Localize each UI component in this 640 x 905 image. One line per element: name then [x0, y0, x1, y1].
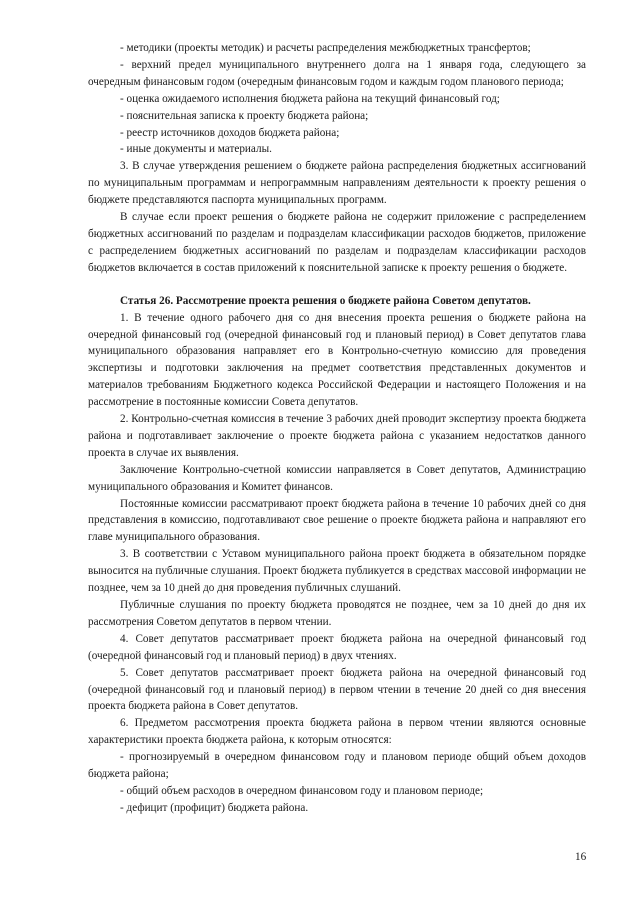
list-item: - оценка ожидаемого исполнения бюджета района на текущий финансовый год; — [120, 92, 500, 105]
list-item: - прогнозируемый в очередном финансовом году и плановом периоде общий объем доходов бюджета района; — [88, 751, 586, 781]
paragraph: 6. Предметом рассмотрения проекта бюджета района в первом чтении являются основные характеристики проекта бюджета района, к которым относятся: — [88, 717, 586, 747]
paragraph: Заключение Контрольно-счетной комиссии направляется в Совет депутатов, Администрацию муниципального образования и Комитет финансов. — [88, 463, 586, 493]
list-item: - пояснительная записка к проекту бюджета района; — [120, 109, 369, 122]
list-item: - иные документы и материалы. — [120, 143, 272, 156]
paragraph: 3. В случае утверждения решением о бюджете района распределения бюджетных ассигнований по муниципальным программам и непрограммным направлениям деятельности к проекту решения о бюджете представляются паспорта муниципальных программ. — [88, 160, 586, 207]
section-gap — [88, 277, 586, 293]
paragraph: 1. В течение одного рабочего дня со дня внесения проекта решения о бюджете района на очередной финансовый год (очередной финансовый год и плановый период) в Совет депутатов глава муниципального образования направляет его в Контрольно-счетную комиссию для проведения экспертизы и подготовки заключения на предмет соответствия представленных документов и материалов требованиям Бюджетного кодекса Российской Федерации и настоящего Положения и на рассмотрение в постоянные комиссии Совета депутатов. — [88, 311, 586, 409]
paragraph: Постоянные комиссии рассматривают проект бюджета района в течение 10 рабочих дней со дня представления в комиссию, подготавливают свое решение о проекте бюджета района и направляют его главе муниципального образования. — [88, 497, 586, 544]
list-item: - реестр источников доходов бюджета района; — [120, 126, 340, 139]
document-page — [88, 40, 586, 817]
list-item: - дефицит (профицит) бюджета района. — [120, 801, 309, 814]
list-item: - методики (проекты методик) и расчеты распределения межбюджетных трансфертов; — [120, 42, 531, 54]
paragraph: 5. Совет депутатов рассматривает проект бюджета района на очередной финансовый год (очередной финансовый год и плановый период) в первом чтении в течение 20 дней со дня внесения проекта бюджета района в Совет депутатов. — [88, 666, 586, 713]
paragraph: Публичные слушания по проекту бюджета проводятся не позднее, чем за 10 дней до дня их рассмотрения Советом депутатов в первом чтении. — [88, 599, 586, 628]
paragraph: В случае если проект решения о бюджете района не содержит приложение с распределением бюджетных ассигнований по разделам и подразделам классификации расходов бюджетов, приложение с распределением бюджетных ассигнований по разделам и подразделам классификации расходов бюджетов включается в состав приложений к пояснительной записке к проекту решения о бюджете. — [88, 211, 586, 274]
article-heading: Статья 26. Рассмотрение проекта решения о бюджете района Советом депутатов. — [120, 294, 531, 307]
paragraph: 4. Совет депутатов рассматривает проект бюджета района на очередной финансовый год (очередной финансовый год и плановый период) в двух чтениях. — [88, 632, 586, 662]
list-item: - верхний предел муниципального внутреннего долга на 1 января года, следующего за очередным финансовым годом (очередным финансовым годом и каждым годом планового периода; — [88, 58, 586, 88]
page-number: 16 — [575, 851, 587, 863]
paragraph: 3. В соответствии с Уставом муниципального района проект бюджета в обязательном порядке выносится на публичные слушания. Проект бюджета публикуется в средствах массовой информации не позднее, чем за 10 дней до дня проведения публичных слушаний. — [88, 548, 586, 595]
paragraph: 2. Контрольно-счетная комиссия в течение 3 рабочих дней проводит экспертизу проекта бюджета района и подготавливает заключение о проекте бюджета района с указанием недостатков данного проекта в случае их выявления. — [88, 413, 586, 459]
list-item: - общий объем расходов в очередном финансовом году и плановом периоде; — [120, 784, 484, 797]
